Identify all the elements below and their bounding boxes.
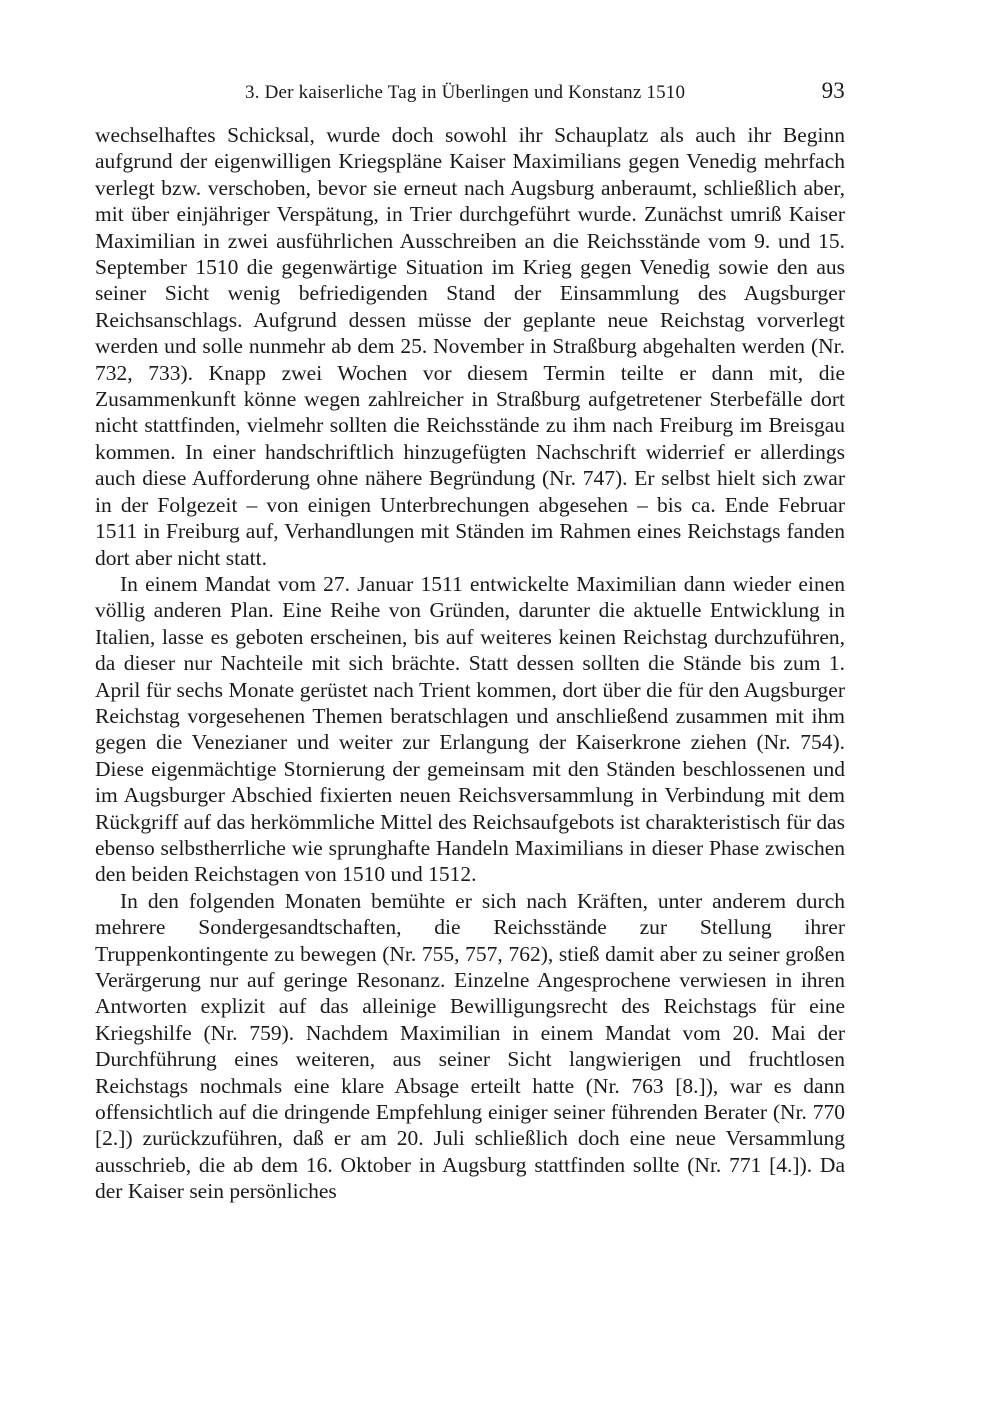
paragraph-continued: wechselhaftes Schicksal, wurde doch sowohl ihr Schauplatz als auch ihr Beginn aufgrund der eigenwilligen Kriegspläne Kaiser Maximilians gegen Venedig mehrfach verlegt bzw. verschoben, bevor sie erneut nach Augsburg anberaumt, schließlich aber, mit über einjähriger Verspätung, in Trier durchgeführt wurde. Zunächst umriß Kaiser Maximilian in zwei ausführlichen Ausschreiben an die Reichsstände vom 9. und 15. September 1510 die gegenwärtige Situation im Krieg gegen Venedig sowie den aus seiner Sicht wenig befriedigenden Stand der Einsammlung des Augsburger Reichsanschlags. Aufgrund dessen müsse der geplante neue Reichstag vorverlegt werden und solle nunmehr ab dem 25. November in Straßburg abgehalten werden (Nr. 732, 733). Knapp zwei Wochen vor diesem Termin teilte er dann mit, die Zusammenkunft könne wegen zahlreicher in Straßburg aufgetretener Sterbefälle dort nicht stattfinden, vielmehr sollten die Reichsstände zu ihm nach Freiburg im Breisgau kommen. In einer handschriftlich hinzugefügten Nachschrift widerrief er allerdings auch diese Aufforderung ohne nähere Begründung (Nr. 747). Er selbst hielt sich zwar in der Folgezeit – von einigen Unterbrechungen abgesehen – bis ca. Ende Februar 1511 in Freiburg auf, Verhandlungen mit Ständen im Rahmen eines Reichstags fanden dort aber nicht statt. bbox=[95, 123, 845, 570]
page-number: 93 bbox=[821, 78, 845, 103]
body-text bbox=[95, 122, 845, 1205]
running-head bbox=[95, 76, 845, 106]
paragraph-following-months: In den folgenden Monaten bemühte er sich nach Kräften, unter anderem durch mehrere Sondergesandtschaften, die Reichsstände zur Stellung ihrer Truppenkontingente zu bewegen (Nr. 755, 757, 762), stieß damit aber zu seiner großen Verärgerung nur auf geringe Resonanz. Einzelne Angesprochene verwiesen in ihren Antworten explizit auf das alleinige Bewilligungsrecht des Reichstags für eine Kriegshilfe (Nr. 759). Nachdem Maximilian in einem Mandat vom 20. Mai der Durchführung eines weiteren, aus seiner Sicht langwierigen und fruchtlosen Reichstags nochmals eine klare Absage erteilt hatte (Nr. 763 [8.]), war es dann offensichtlich auf die dringende Empfehlung einiger seiner führenden Berater (Nr. 770 [2.]) zurückzuführen, daß er am 20. Juli schließlich doch eine neue Versammlung ausschrieb, die ab dem 16. Oktober in Augsburg stattfinden sollte (Nr. 771 [4.]). Da der Kaiser sein persönliches bbox=[95, 888, 845, 1204]
book-page bbox=[95, 76, 845, 1205]
paragraph-mandate-1511: In einem Mandat vom 27. Januar 1511 entwickelte Maximilian dann wieder einen völlig anderen Plan. Eine Reihe von Gründen, darunter die aktuelle Entwicklung in Italien, lasse es geboten erscheinen, bis auf weiteres keinen Reichstag durchzuführen, da dieser nur Nachteile mit sich brächte. Statt dessen sollten die Stände bis zum 1. April für sechs Monate gerüstet nach Trient kommen, dort über die für den Augsburger Reichstag vorgesehenen Themen beratschlagen und anschließend zusammen mit ihm gegen die Venezianer und weiter zur Erlangung der Kaiserkrone ziehen (Nr. 754). Diese eigenmächtige Stornierung der gemeinsam mit den Ständen beschlossenen und im Augsburger Abschied fixierten neuen Reichsversammlung in Verbindung mit dem Rückgriff auf das herkömmliche Mittel des Reichsaufgebots ist charakteristisch für das ebenso selbstherrliche wie sprunghafte Handeln Maximilians in dieser Phase zwischen den beiden Reichstagen von 1510 und 1512. bbox=[95, 571, 845, 887]
running-title: 3. Der kaiserliche Tag in Überlingen und Konstanz 1510 bbox=[245, 82, 686, 103]
